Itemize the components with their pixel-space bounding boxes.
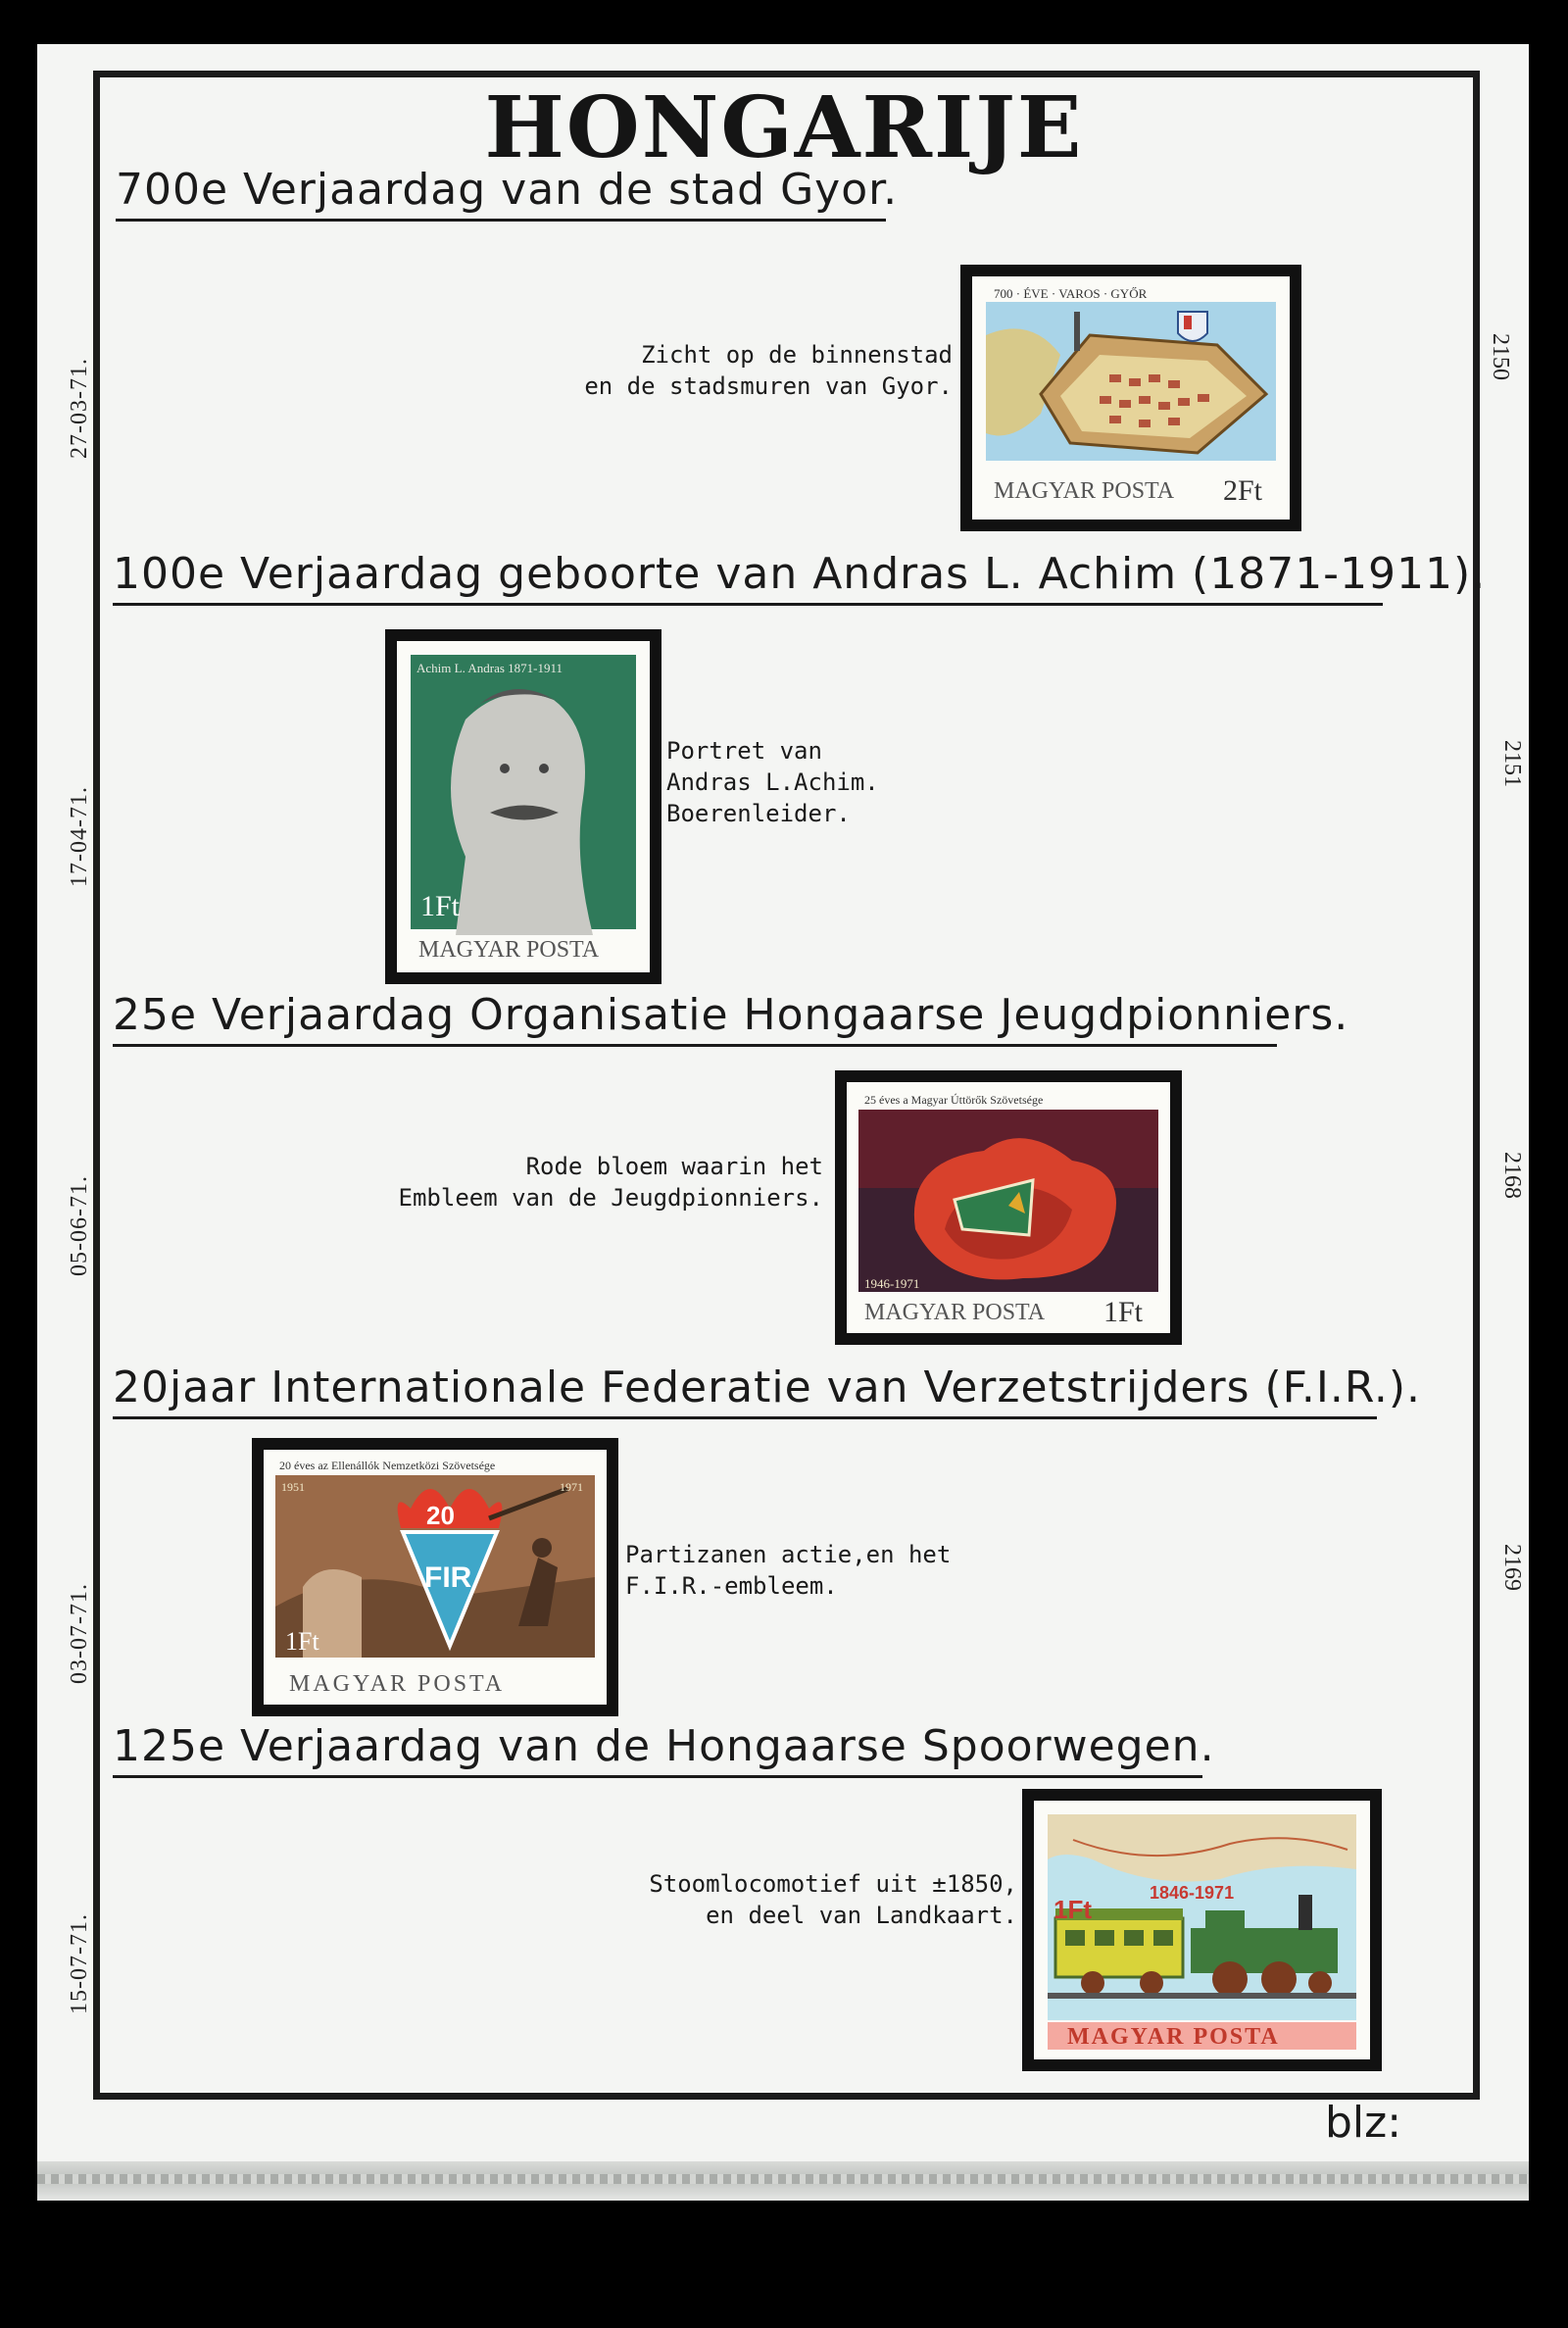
stamp-railways-value: 1Ft bbox=[1054, 1895, 1092, 1924]
description-line: Partizanen actie,en het bbox=[625, 1541, 952, 1568]
stamp-fir-bottom-text: MAGYAR POSTA bbox=[289, 1671, 506, 1697]
issue-date-pioneers: 05-06-71. bbox=[67, 1175, 92, 1276]
description-line: Portret van bbox=[666, 737, 822, 765]
stamp-fir-year-right: 1971 bbox=[560, 1480, 583, 1494]
stamp-mount-gyor bbox=[960, 265, 1301, 531]
stamp-fir-top-text: 20 éves az Ellenállók Nemzetközi Szövetsége bbox=[279, 1459, 496, 1472]
stamp-fir bbox=[264, 1450, 607, 1705]
stamp-achim-bottom-text: MAGYAR POSTA bbox=[418, 937, 600, 963]
stamp-fir-year-left: 1951 bbox=[281, 1480, 305, 1494]
page-sleeve-perforation bbox=[37, 2174, 1529, 2184]
page-title: HONGARIJE bbox=[484, 78, 1084, 177]
stamp-railways-image bbox=[1034, 1801, 1370, 2059]
description-line: en deel van Landkaart. bbox=[706, 1902, 1017, 1929]
section-heading-pioneers: 25e Verjaardag Organisatie Hongaarse Jeugdpionniers. bbox=[113, 990, 1277, 1047]
stamp-mount-achim bbox=[385, 629, 662, 984]
description-fir bbox=[625, 1539, 951, 1602]
stamp-mount-pioneers bbox=[835, 1070, 1182, 1345]
description-railways bbox=[549, 1868, 1017, 1931]
stamp-fir-emblem-number: 20 bbox=[426, 1501, 455, 1530]
section-heading-fir: 20jaar Internationale Federatie van Verzetstrijders (F.I.R.). bbox=[113, 1362, 1377, 1419]
stamp-mount-fir bbox=[252, 1438, 618, 1716]
stamp-gyor bbox=[972, 276, 1290, 520]
description-line: Stoomlocomotief uit ±1850, bbox=[649, 1870, 1017, 1898]
stamp-gyor-top-text: 700 · ÉVE · VAROS · GYŐR bbox=[994, 286, 1148, 301]
stamp-pioneers-value: 1Ft bbox=[1103, 1296, 1144, 1328]
stamp-gyor-value: 2Ft bbox=[1223, 474, 1263, 507]
stamp-fir-image bbox=[264, 1450, 607, 1705]
issue-date-gyor: 27-03-71. bbox=[67, 358, 92, 459]
issue-date-fir: 03-07-71. bbox=[67, 1583, 92, 1684]
description-line: Zicht op de binnenstad bbox=[641, 341, 953, 369]
stamp-pioneers-image bbox=[847, 1082, 1170, 1333]
stamp-railways-bottom-text: MAGYAR POSTA bbox=[1067, 2024, 1280, 2050]
stamp-mount-railways bbox=[1022, 1789, 1382, 2071]
stamp-pioneers-bottom-text: MAGYAR POSTA bbox=[864, 1300, 1046, 1325]
stamp-fir-value: 1Ft bbox=[285, 1627, 319, 1656]
stamp-achim-value: 1Ft bbox=[420, 890, 461, 922]
description-line: Rode bloem waarin het bbox=[525, 1153, 823, 1180]
description-line: Embleem van de Jeugdpionniers. bbox=[398, 1184, 823, 1212]
section-heading-achim: 100e Verjaardag geboorte van Andras L. Achim (1871-1911). bbox=[113, 549, 1383, 606]
stamp-achim bbox=[397, 641, 650, 972]
stamp-fir-emblem-text: FIR bbox=[424, 1561, 472, 1594]
stamp-railways-years: 1846-1971 bbox=[1150, 1883, 1235, 1903]
stamp-pioneers bbox=[847, 1082, 1170, 1333]
description-line: F.I.R.-embleem. bbox=[625, 1572, 838, 1600]
stamp-achim-top-text: Achim L. Andras 1871-1911 bbox=[416, 661, 563, 675]
stamp-gyor-bottom-text: MAGYAR POSTA bbox=[994, 478, 1175, 504]
catalog-number-pioneers: 2168 bbox=[1499, 1152, 1525, 1199]
description-line: Andras L.Achim. bbox=[666, 768, 879, 796]
description-achim bbox=[666, 735, 879, 829]
stamp-pioneers-years: 1946-1971 bbox=[864, 1276, 920, 1291]
section-heading-gyor: 700e Verjaardag van de stad Gyor. bbox=[116, 165, 886, 222]
catalog-number-fir: 2169 bbox=[1499, 1544, 1525, 1591]
stamp-gyor-image bbox=[972, 276, 1290, 520]
stamp-railways bbox=[1034, 1801, 1370, 2059]
catalog-number-achim: 2151 bbox=[1499, 740, 1525, 787]
page-number-label: blz: bbox=[1325, 2098, 1402, 2148]
issue-date-achim: 17-04-71. bbox=[67, 786, 92, 887]
description-gyor bbox=[510, 339, 953, 402]
description-line: en de stadsmuren van Gyor. bbox=[584, 372, 953, 400]
stamp-achim-image bbox=[397, 641, 650, 972]
catalog-number-gyor: 2150 bbox=[1488, 333, 1513, 380]
issue-date-railways: 15-07-71. bbox=[67, 1913, 92, 2014]
section-heading-railways: 125e Verjaardag van de Hongaarse Spoorwegen. bbox=[113, 1721, 1202, 1778]
stamp-pioneers-top-text: 25 éves a Magyar Úttörők Szövetsége bbox=[864, 1093, 1044, 1107]
description-pioneers bbox=[314, 1151, 823, 1214]
description-line: Boerenleider. bbox=[666, 800, 851, 827]
